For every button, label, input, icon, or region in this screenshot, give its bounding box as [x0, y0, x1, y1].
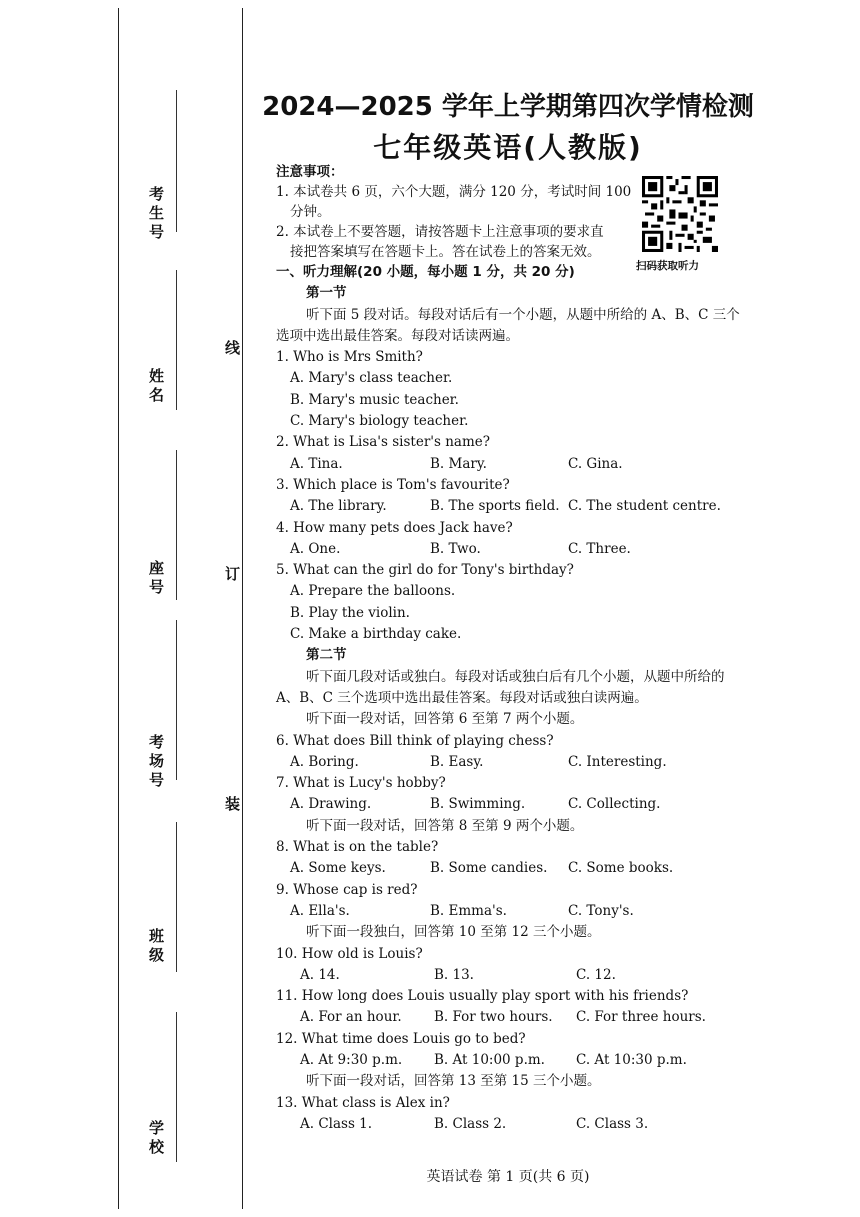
question-13: 13. What class is Alex in? [276, 1094, 450, 1111]
options-2 [276, 454, 746, 475]
option-6c: C. Interesting. [568, 753, 667, 770]
field-school-label: 学校 [147, 1120, 165, 1158]
question-2: 2. What is Lisa's sister's name? [276, 434, 490, 451]
question-7: 7. What is Lucy's hobby? [276, 775, 446, 792]
notice-block [276, 162, 644, 262]
part-1-title: 第一节 [306, 285, 347, 302]
option-12a: A. At 9:30 p.m. [300, 1051, 403, 1068]
notice-item-2: 2. 本试卷上不要答题，请按答题卡上注意事项的要求直 [276, 224, 604, 240]
field-name-blank[interactable] [176, 270, 177, 410]
field-seat-blank[interactable] [176, 450, 177, 600]
question-4: 4. How many pets does Jack have? [276, 519, 513, 536]
options-11 [276, 1007, 746, 1028]
option-4a: A. One. [290, 540, 341, 557]
field-exam-number-blank[interactable] [176, 90, 177, 232]
option-10a: A. 14. [300, 966, 340, 983]
option-10c: C. 12. [576, 966, 616, 983]
option-9a: A. Ella's. [290, 902, 350, 919]
field-class-blank[interactable] [176, 822, 177, 972]
listening-section [276, 262, 746, 1135]
notice-item-2-cont: 接把答案填写在答题卡上。答在试卷上的答案无效。 [290, 244, 601, 260]
option-5c: C. Make a birthday cake. [290, 626, 462, 643]
option-3b: B. The sports field. [430, 498, 560, 515]
option-7b: B. Swimming. [430, 796, 526, 813]
option-3a: A. The library. [290, 498, 387, 515]
question-9: 9. Whose cap is red? [276, 881, 418, 898]
option-11b: B. For two hours. [434, 1009, 553, 1026]
option-13a: A. Class 1. [300, 1115, 373, 1132]
question-3: 3. Which place is Tom's favourite? [276, 476, 510, 493]
options-7 [276, 794, 746, 815]
option-4b: B. Two. [430, 540, 481, 557]
option-3c: C. The student centre. [568, 498, 721, 515]
binding-mark-bind: 装 [223, 796, 241, 811]
part-2-title: 第二节 [306, 647, 347, 664]
field-exam-room-blank[interactable] [176, 620, 177, 780]
question-8: 8. What is on the table? [276, 839, 439, 856]
page-footer: 英语试卷 第 1 页(共 6 页) [426, 1169, 590, 1185]
field-school-blank[interactable] [176, 1012, 177, 1162]
qr-caption: 扫码获取听力 [636, 260, 699, 272]
binding-mark-staple: 订 [223, 566, 241, 581]
option-1a: A. Mary's class teacher. [290, 370, 453, 387]
notice-item-1: 1. 本试卷共 6 页，六个大题，满分 120 分，考试时间 100 [276, 184, 632, 200]
section-title: 一、听力理解(20 小题，每小题 1 分，共 20 分) [276, 264, 575, 280]
question-1: 1. Who is Mrs Smith? [276, 349, 423, 366]
option-7c: C. Collecting. [568, 796, 661, 813]
notice-heading: 注意事项： [276, 164, 344, 180]
option-8b: B. Some candies. [430, 860, 548, 877]
option-13b: B. Class 2. [434, 1115, 507, 1132]
options-3 [276, 496, 746, 517]
option-11a: A. For an hour. [300, 1009, 402, 1026]
field-exam-number-label: 考生号 [147, 186, 165, 243]
field-exam-room-label: 考场号 [147, 734, 165, 791]
options-13 [276, 1114, 746, 1135]
question-6: 6. What does Bill think of playing chess? [276, 732, 554, 749]
option-6a: A. Boring. [290, 753, 359, 770]
binding-line-right [242, 8, 243, 1209]
option-9c: C. Tony's. [568, 902, 634, 919]
option-2a: A. Tina. [290, 455, 343, 472]
directions-8-9: 听下面一段对话，回答第 8 至第 9 两个小题。 [306, 817, 584, 834]
option-6b: B. Easy. [430, 753, 484, 770]
option-13c: C. Class 3. [576, 1115, 649, 1132]
options-6 [276, 752, 746, 773]
field-class-label: 班级 [147, 928, 165, 966]
question-12: 12. What time does Louis go to bed? [276, 1030, 526, 1047]
page-subtitle: 七年级英语(人教版) [373, 131, 643, 164]
field-name-label: 姓名 [147, 368, 165, 406]
option-9b: B. Emma's. [430, 902, 507, 919]
options-10 [276, 965, 746, 986]
options-9 [276, 901, 746, 922]
binding-mark-line: 线 [223, 340, 241, 355]
option-8c: C. Some books. [568, 860, 674, 877]
options-8 [276, 858, 746, 879]
page-title: 2024—2025 学年上学期第四次学情检测 [262, 92, 754, 122]
directions-13-15: 听下面一段对话，回答第 13 至第 15 三个小题。 [306, 1073, 601, 1090]
option-1b: B. Mary's music teacher. [290, 391, 459, 408]
option-7a: A. Drawing. [290, 796, 372, 813]
question-11: 11. How long does Louis usually play sport with his friends? [276, 988, 689, 1005]
directions-10-12: 听下面一段独白，回答第 10 至第 12 三个小题。 [306, 924, 601, 941]
options-4 [276, 539, 746, 560]
binding-line-left [118, 8, 119, 1209]
option-10b: B. 13. [434, 966, 474, 983]
option-12c: C. At 10:30 p.m. [576, 1051, 687, 1068]
directions-6-7: 听下面一段对话，回答第 6 至第 7 两个小题。 [306, 711, 584, 728]
option-5b: B. Play the violin. [290, 604, 410, 621]
option-2b: B. Mary. [430, 455, 487, 472]
option-2c: C. Gina. [568, 455, 623, 472]
notice-item-1-cont: 分钟。 [290, 204, 331, 220]
option-12b: B. At 10:00 p.m. [434, 1051, 545, 1068]
options-12 [276, 1050, 746, 1071]
option-8a: A. Some keys. [290, 860, 386, 877]
field-seat-label: 座号 [147, 560, 165, 598]
option-11c: C. For three hours. [576, 1009, 706, 1026]
part-2-instructions: 听下面几段对话或独白。每段对话或独白后有几个小题，从题中所给的 A、B、C 三个选项中选出最佳答案。每段对话或独白读两遍。 [276, 668, 725, 706]
option-1c: C. Mary's biology teacher. [290, 413, 469, 430]
option-4c: C. Three. [568, 540, 631, 557]
option-5a: A. Prepare the balloons. [290, 583, 456, 600]
question-10: 10. How old is Louis? [276, 945, 423, 962]
question-5: 5. What can the girl do for Tony's birthday? [276, 562, 574, 579]
part-1-instructions: 听下面 5 段对话。每段对话后有一个小题，从题中所给的 A、B、C 三个选项中选出最佳答案。每段对话读两遍。 [276, 306, 740, 344]
qr-code-icon[interactable] [642, 176, 718, 252]
